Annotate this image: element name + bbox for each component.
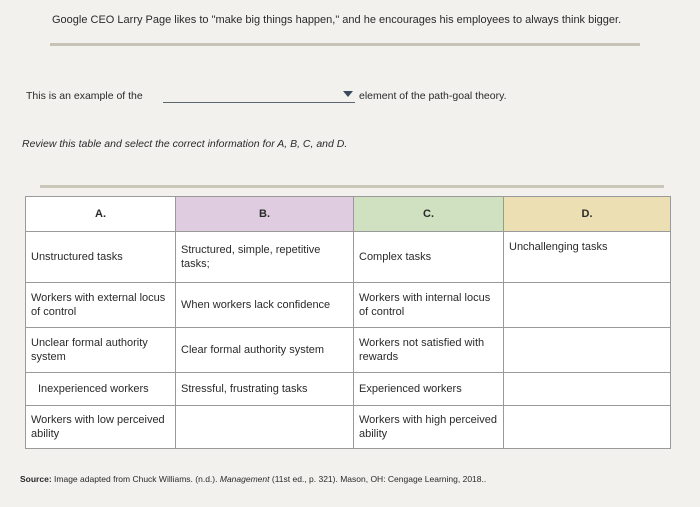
header-d: D. [504, 197, 671, 232]
table-cell: Workers with low perceived ability [26, 406, 176, 449]
path-goal-table [25, 196, 671, 449]
table-cell [504, 406, 671, 449]
table-cell: Experienced workers [354, 373, 504, 406]
table-cell: Workers with high perceived ability [354, 406, 504, 449]
fill-in-suffix: element of the path-goal theory. [359, 90, 507, 102]
table-cell: When workers lack confidence [176, 283, 354, 328]
chevron-down-icon[interactable] [343, 91, 353, 97]
table-cell: Unchallenging tasks [504, 232, 671, 283]
divider [50, 43, 640, 46]
source-title: Management [219, 474, 270, 484]
table-cell: Structured, simple, repetitive tasks; [176, 232, 354, 283]
table-instructions: Review this table and select the correct information for A, B, C, and D. [22, 138, 348, 150]
table-cell: Clear formal authority system [176, 328, 354, 373]
divider [40, 185, 664, 188]
table-cell [504, 373, 671, 406]
table-cell [504, 328, 671, 373]
question-text: Google CEO Larry Page likes to "make big things happen," and he encourages his employees to always think bigger. [52, 14, 622, 26]
answer-dropdown[interactable] [163, 87, 355, 103]
table-cell: Unstructured tasks [26, 232, 176, 283]
table-row [26, 328, 671, 373]
fill-in-prefix: This is an example of the [26, 90, 143, 102]
header-b: B. [176, 197, 354, 232]
source-label: Source: [20, 474, 52, 484]
table-row [26, 373, 671, 406]
table-cell [504, 283, 671, 328]
table-cell: Inexperienced workers [26, 373, 176, 406]
header-a: A. [26, 197, 176, 232]
table-row [26, 406, 671, 449]
table-row [26, 283, 671, 328]
table-cell: Workers with internal locus of control [354, 283, 504, 328]
header-c: C. [354, 197, 504, 232]
table-cell: Unclear formal authority system [26, 328, 176, 373]
source-text: Image adapted from Chuck Williams. (n.d.). [54, 474, 218, 484]
table-cell: Workers not satisfied with rewards [354, 328, 504, 373]
table-cell [176, 406, 354, 449]
source-details: (11st ed., p. 321). Mason, OH: Cengage Learning, 2018.. [271, 474, 487, 484]
table-cell: Workers with external locus of control [26, 283, 176, 328]
table-row [26, 232, 671, 283]
table-cell: Stressful, frustrating tasks [176, 373, 354, 406]
table-cell: Complex tasks [354, 232, 504, 283]
source-citation [20, 474, 486, 484]
